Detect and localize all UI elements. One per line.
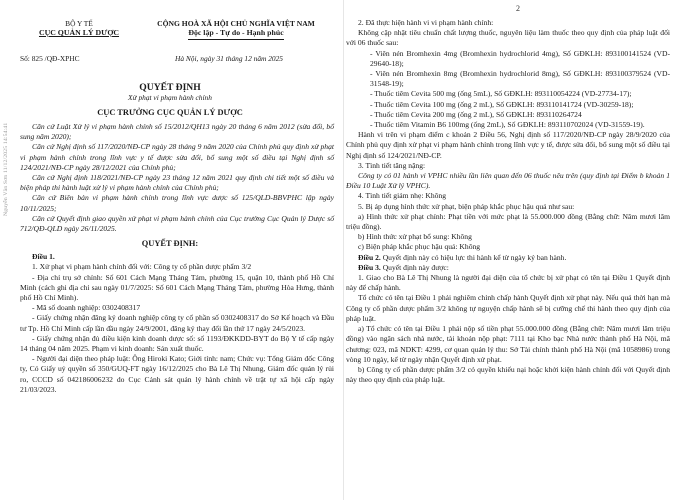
agency-name: CỤC QUẢN LÝ DƯỢC xyxy=(38,28,120,37)
issuing-authority: CỤC TRƯỞNG CỤC QUẢN LÝ DƯỢC xyxy=(97,108,243,117)
issuing-agency-block xyxy=(20,19,138,38)
article-two xyxy=(346,253,670,263)
remedy-measure: c) Biện pháp khắc phục hậu quả: Không xyxy=(358,242,481,252)
decision-heading: QUYẾT ĐỊNH: xyxy=(141,239,199,249)
page-two xyxy=(346,0,672,500)
mitigating-line: 4. Tình tiết giảm nhẹ: Không xyxy=(358,191,447,201)
drug-item: - Thuốc tiêm Cevita 500 mg (ống 5mL), Số GĐKLH: 893110054224 (VD-27734-17); xyxy=(370,89,632,99)
violated-rule: Hành vi trên vi phạm điểm c khoản 2 Điều 56, Nghị định số 117/2020/NĐ-CP ngày 28/9/2020 của Chính phủ quy định xử phạt vi phạm hành chính trong lĩnh vực y tế, được sửa đổi, bổ sung một số điều tại Nghị định số 124/2021/NĐ-CP. xyxy=(346,130,670,160)
article-one-heading: Điều 1. xyxy=(32,252,55,262)
article-three-text: Quyết định này được: xyxy=(382,262,449,272)
violator-address: - Địa chỉ trụ sở chính: Số 601 Cách Mạng Tháng Tám, phường 15, quận 10, thành phố Hồ Chí Minh (cách ghi địa chỉ sau ngày 01/7/2025: Số 601 Cách Mạng Tháng Tám, phường Hòa Hưng, thành phố Hồ Chí Minh). xyxy=(20,272,334,303)
digital-signature-stamp: Nguyễn Văn Sơn 11/12/2025 14:54:41 xyxy=(3,122,9,216)
violator-representative: - Người đại diện theo pháp luật: Ông Hiroki Kato; Giới tính: nam; Chức vụ: Tổng Giám đốc Công ty, Có Giấy uỷ quyền số 350/GUQ-FT ngày 16/12/2025 cho Bà Lê Thị Nhung, Giám đốc quản lý rủi ro, CCCD số 042186006232 do Cục Cảnh sát quản lý hành chính về trật tự xã hội cấp ngày 21/03/2023. xyxy=(20,354,334,394)
aggravating-detail: Công ty có 01 hành vi VPHC nhiều lần liên quan đến 06 thuốc nêu trên (quy định tại Điểm b khoản 1 Điều 10 Luật Xử lý VPHC). xyxy=(346,171,670,191)
legal-basis-item: Căn cứ Biên bản vi phạm hành chính trong lĩnh vực dược số 125/QLD-BBVPHC lập ngày 10/11/2025; xyxy=(20,193,334,213)
article-three xyxy=(346,263,670,273)
issue-date: Hà Nội, ngày 31 tháng 12 năm 2025 xyxy=(175,54,283,63)
ministry-name: BỘ Y TẾ xyxy=(65,19,93,28)
page-divider xyxy=(343,0,344,500)
aggravating-heading: 3. Tình tiết tăng nặng: xyxy=(358,160,426,170)
compliance-clause: Tổ chức có tên tại Điều 1 phải nghiêm chỉnh chấp hành Quyết định xử phạt này. Nếu quá thời hạn mà Công ty cổ phần dược phẩm 3/2 không tự nguyện chấp hành sẽ bị cưỡng chế thi hành theo quy định của pháp luật. xyxy=(346,293,670,323)
violator-tax-code: - Mã số doanh nghiệp: 0302408317 xyxy=(32,303,141,313)
appeal-clause: b) Công ty cổ phần dược phẩm 3/2 có quyền khiếu nại hoặc khởi kiện hành chính đối với Quyết định này theo quy định của pháp luật. xyxy=(346,364,670,385)
national-name: CỘNG HOÀ XÃ HỘI CHỦ NGHĨA VIỆT NAM xyxy=(157,19,315,28)
document-subtitle: Xử phạt vi phạm hành chính xyxy=(128,93,212,102)
violator-line: 1. Xử phạt vi phạm hành chính đối với: Công ty cổ phần dược phẩm 3/2 xyxy=(32,262,252,272)
legal-basis-item: Căn cứ Luật Xử lý vi phạm hành chính số 15/2012/QH13 ngày 20 tháng 6 năm 2012 (sửa đổi, bổ sung năm 2020); xyxy=(20,122,334,142)
drug-item: - Viên nén Bromhexin 4mg (Bromhexin hydrochlorid 4mg), Số GĐKLH: 893100141524 (VD-29640-18); xyxy=(370,48,670,68)
national-motto: Độc lập - Tự do - Hạnh phúc xyxy=(188,28,283,40)
violation-heading: 2. Đã thực hiện hành vi vi phạm hành chính: xyxy=(358,18,494,27)
article-three-label: Điều 3. xyxy=(358,262,381,272)
legal-bases xyxy=(0,122,340,234)
extra-penalty: b) Hình thức xử phạt bổ sung: Không xyxy=(358,232,472,242)
violation-description: Không cập nhật tiêu chuẩn chất lượng thuốc, nguyên liệu làm thuốc theo quy định của pháp luật đối với 06 thuốc sau: xyxy=(346,28,670,48)
document-title: QUYẾT ĐỊNH xyxy=(139,82,201,93)
national-title-block xyxy=(130,19,340,40)
page-two-body xyxy=(346,0,672,385)
payment-clause: a) Tổ chức có tên tại Điều 1 phải nộp số tiền phạt 55.000.000 đồng (Bằng chữ: Năm mươi lăm triệu đồng) vào ngân sách nhà nước, tài khoản nộp phạt: 7111 tại Kho bạc Nhà nước thành phố Hà Nội, mã chương: 023, mã NDKT: 4299, cơ quan quản lý thu: Sở Tài chính thành phố Hà Nội (mã 1058986) trong vòng 10 ngày, kể từ ngày nhận Quyết định xử phạt. xyxy=(346,324,670,364)
article-one xyxy=(0,252,340,395)
legal-basis-item: Căn cứ Nghị định 118/2021/NĐ-CP ngày 23 tháng 12 năm 2021 quy định chi tiết một số điều và biện pháp thi hành luật xử lý vi phạm hành chính của Chính phủ; xyxy=(20,173,334,193)
legal-basis-item: Căn cứ Nghị định số 117/2020/NĐ-CP ngày 28 tháng 9 năm 2020 của Chính phủ quy định xử phạt vi phạm hành chính trong lĩnh vực y tế được sửa đổi, bổ sung một số điều tại Nghị định số 124/2021/NĐ-CP ngày 28/12/2021 của Chính phủ; xyxy=(20,142,334,172)
violator-license: - Giấy chứng nhận đủ điều kiện kinh doanh dược số: số 1193/ĐKKDD-BYT do Bộ Y tế cấp ngày 14 tháng 04 năm 2025. Phạm vi kinh doanh: Sản xuất thuốc. xyxy=(20,333,334,354)
article-two-text: Quyết định này có hiệu lực thi hành kể từ ngày ký ban hành. xyxy=(382,252,567,262)
delivery-clause: 1. Giao cho Bà Lê Thị Nhung là người đại diện của tổ chức bị xử phạt có tên tại Điều 1 Quyết định này để chấp hành. xyxy=(346,273,670,293)
drug-item: - Thuốc tiêm Cevita 100 mg (ống 2 mL), Số GĐKLH: 893110141724 (VD-30259-18); xyxy=(370,99,634,109)
document-header xyxy=(0,0,340,62)
main-fine: a) Hình thức xử phạt chính: Phạt tiền với mức phạt là 55.000.000 đồng (Bằng chữ: Năm mươi lăm triệu đồng). xyxy=(346,211,670,232)
measures-heading: 5. Bị áp dụng hình thức xử phạt, biện pháp khắc phục hậu quả như sau: xyxy=(358,201,575,211)
violator-registration: - Giấy chứng nhận đăng ký doanh nghiệp công ty cổ phần số 0302408317 do Sở Kế hoạch và Đầu tư Tp. Hồ Chí Minh cấp lần đầu ngày 24/9/2001, đăng ký thay đổi lần thứ 17 ngày 24/5/2023. xyxy=(20,313,334,333)
reference-number: Số: 825 /QĐ-XPHC xyxy=(20,54,80,63)
drug-item: - Thuốc tiêm Vitamin B6 100mg (ống 2mL), Số GĐKLH: 893110702024 (VD-31559-19). xyxy=(370,120,645,130)
legal-basis-item: Căn cứ Quyết định giao quyền xử phạt vi phạm hành chính của Cục trưởng Cục Quản lý Dược số 712/QĐ-QLD ngày 26/11/2025. xyxy=(20,213,334,234)
article-two-label: Điều 2. xyxy=(358,252,381,262)
drug-item: - Thuốc tiêm Cevita 200 mg (ống 2 mL), Số GĐKLH: 893110264724 xyxy=(370,109,582,119)
page-number: 2 xyxy=(516,4,520,13)
drug-item: - Viên nén Bromhexin 8mg (Bromhexin hydrochlorid 8mg), Số GĐKLH: 893100379524 (VD-31548-19); xyxy=(370,69,670,89)
